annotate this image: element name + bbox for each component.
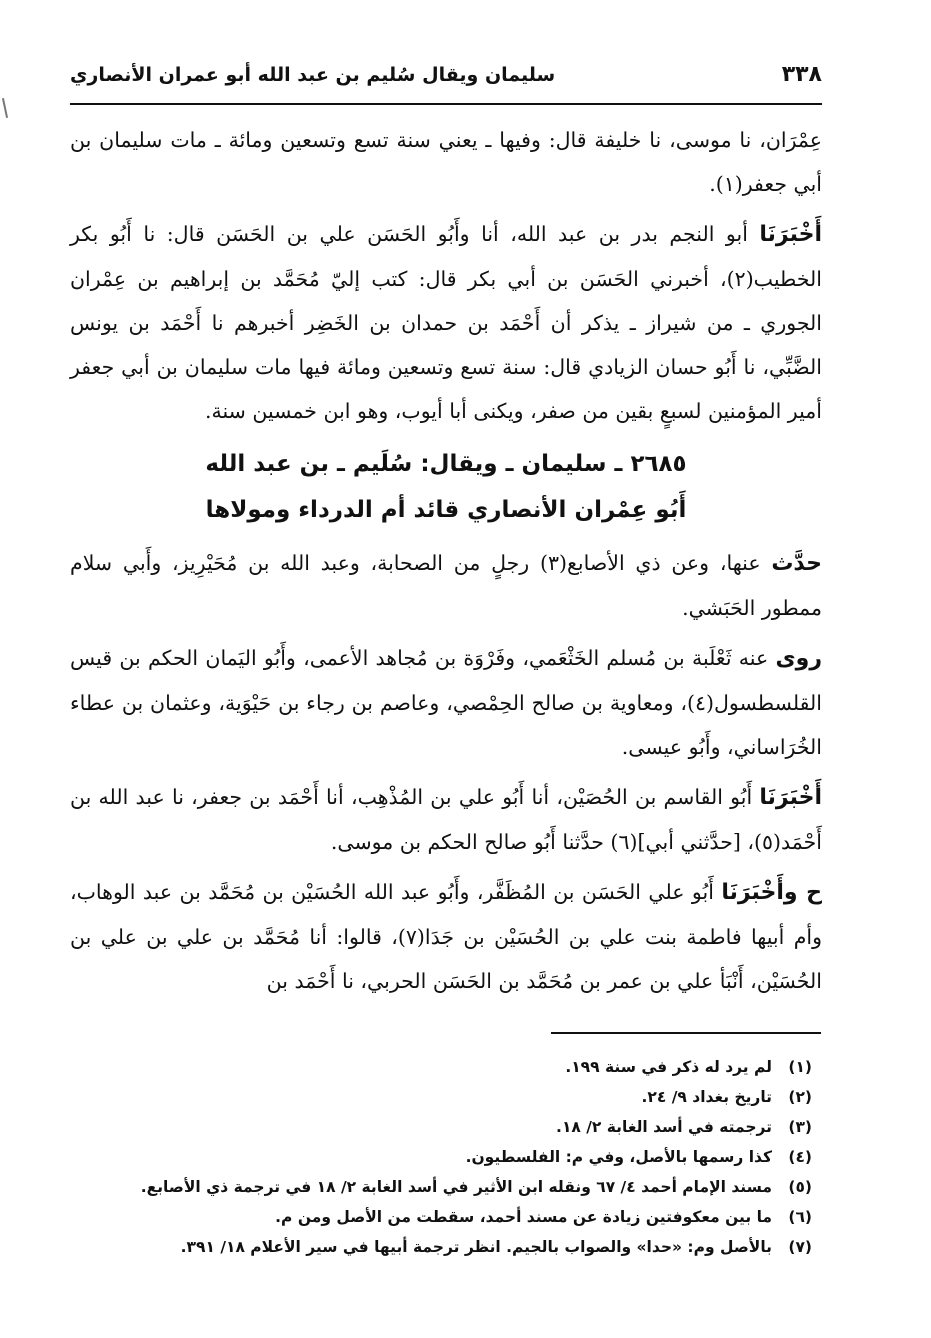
footnote-text: لم يرد له ذكر في سنة ١٩٩. (565, 1058, 772, 1076)
paragraph-lead: أَخْبَرَنَا (759, 222, 822, 247)
paragraph-lead: روى (775, 646, 822, 671)
running-title: سليمان ويقال سُليم بن عبد الله أبو عمران الأنصاري (70, 64, 556, 86)
footnote-number: (٢) (788, 1088, 812, 1106)
footnote-text: ترجمته في أسد الغابة ٢/ ١٨. (556, 1118, 772, 1136)
footnote-text: كذا رسمها بالأصل، وفي م: الفلسطيون. (465, 1148, 772, 1166)
paragraph (70, 212, 822, 433)
footnote-text: تاريخ بغداد ٩/ ٢٤. (641, 1088, 772, 1106)
footnote-number: (٣) (788, 1118, 812, 1136)
entry-heading-line1: ٢٦٨٥ ـ سليمان ـ ويقال: سُلَيم ـ بن عبد الله (205, 451, 687, 477)
footnote-number: (٦) (788, 1208, 812, 1226)
header-rule (70, 103, 822, 105)
scan-margin-mark (2, 98, 8, 118)
footnote (70, 1112, 812, 1142)
paragraph-text: عِمْرَان، نا موسى، نا خليفة قال: وفيها ـ يعني سنة تسع وتسعين ومائة ـ مات سليمان بن أبي جعفر(١). (70, 128, 822, 196)
paragraph (70, 541, 822, 630)
footnote (70, 1142, 812, 1172)
paragraph (70, 636, 822, 769)
footnote (70, 1082, 812, 1112)
footnote (70, 1172, 812, 1202)
paragraph (70, 775, 822, 864)
footnote-number: (٥) (788, 1178, 812, 1196)
footnote (70, 1052, 812, 1082)
footnote-number: (٧) (788, 1238, 812, 1256)
paragraph-text: أَبُو القاسم بن الحُصَيْن، أنا أَبُو علي بن المُذْهِب، أنا أَحْمَد بن جعفر، نا عبد الله بن أَحْمَد(٥)، [حدَّثني أبي](٦) حدَّثنا أَبُو صالح الحكم بن موسى. (70, 785, 822, 854)
footnote-rule (551, 1032, 821, 1034)
footnotes (70, 1052, 812, 1262)
footnote (70, 1202, 812, 1232)
page-number: ٣٣٨ (781, 62, 822, 87)
footnote-number: (٤) (788, 1148, 812, 1166)
entry-heading-line2: أَبُو عِمْران الأنصاري قائد أم الدرداء ومولاها (205, 497, 687, 523)
footnote-text: مسند الإمام أحمد ٤/ ٦٧ ونقله ابن الأثير في أسد الغابة ٢/ ١٨ في ترجمة ذي الأصابع. (140, 1178, 772, 1196)
main-text (70, 118, 822, 1009)
footnote-text: ما بين معكوفتين زيادة عن مسند أحمد، سقطت من الأصل ومن م. (275, 1208, 772, 1226)
paragraph-lead: أَخْبَرَنَا (759, 785, 822, 810)
paragraph-text: أبو النجم بدر بن عبد الله، أنا وأَبُو الحَسَن علي بن الحَسَن قال: نا أَبُو بكر الخطيب(٢)، أخبرني الحَسَن بن أبي بكر قال: كتب إليّ مُحَمَّد بن إبراهيم بن عِمْران الجوري ـ من شيراز ـ يذكر أن أَحْمَد بن حمدان بن الخَضِر أخبرهم نا أَحْمَد بن يونس الضَّبِّي، نا أَبُو حسان الزيادي قال: سنة تسع وتسعين ومائة فيها مات سليمان بن أبي جعفر أمير المؤمنين لسبعٍ بقين من صفر، ويكنى أبا أيوب، وهو ابن خمسين سنة. (70, 222, 822, 423)
footnote-text: بالأصل وم: «حدا» والصواب بالجيم. انظر ترجمة أبيها في سير الأعلام ١٨/ ٣٩١. (180, 1238, 772, 1256)
footnote-number: (١) (788, 1058, 812, 1076)
paragraph (70, 870, 822, 1003)
page-header (70, 60, 822, 100)
paragraph-lead: ح وأَخْبَرَنَا (721, 880, 822, 905)
paragraph-text: عنه ثَعْلَبة بن مُسلم الخَثْعَمي، وفَرْوَة بن مُجاهد الأعمى، وأَبُو اليَمان الحكم بن قيس القلسطسول(٤)، ومعاوية بن صالح الحِمْصي، وعاصم بن رجاء بن حَيْوَية، وعثمان بن عطاء الخُرَاساني، وأَبُو عيسى. (70, 646, 822, 759)
paragraph-text: عنها، وعن ذي الأصابع(٣) رجلٍ من الصحابة، وعبد الله بن مُحَيْرِيز، وأَبي سلام ممطور الحَبَشي. (70, 551, 822, 620)
paragraph (70, 118, 822, 206)
footnote (70, 1232, 812, 1262)
paragraph-text: أَبُو علي الحَسَن بن المُظَفَّر، وأَبُو عبد الله الحُسَيْن بن مُحَمَّد بن عبد الوهاب، وأم أبيها فاطمة بنت علي بن الحُسَيْن بن جَدَا(٧)، قالوا: أنا مُحَمَّد بن علي بن علي بن الحُسَيْن، أَنْبَأ علي بن عمر بن مُحَمَّد بن الحَسَن الحربي، نا أَحْمَد بن (70, 880, 822, 993)
paragraph-lead: حدَّث (771, 551, 822, 576)
